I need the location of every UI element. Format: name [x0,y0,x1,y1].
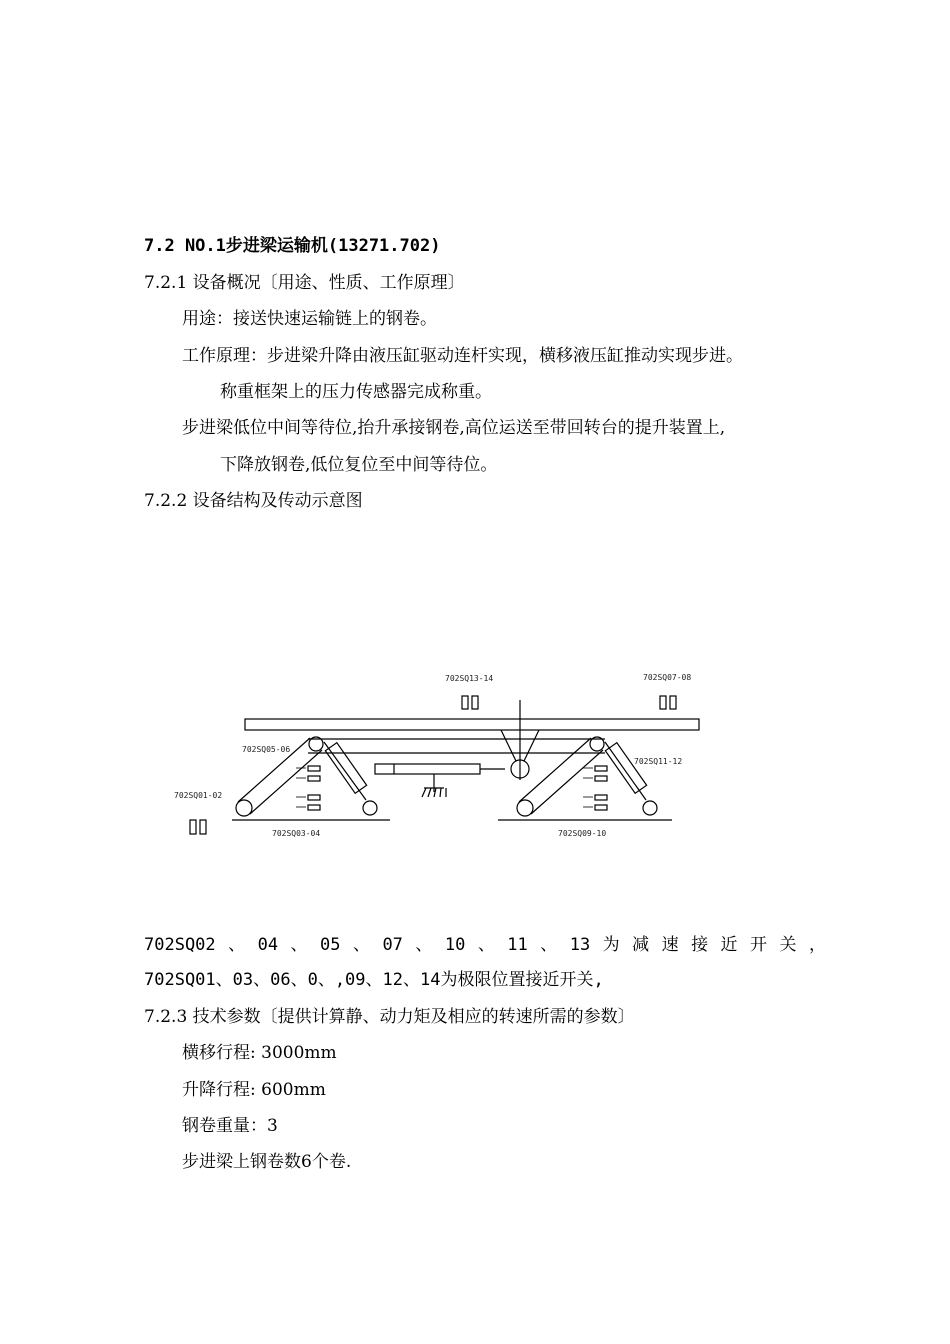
principle-text-1: 工作原理：步进梁升降由液压缸驱动连杆实现，横移液压缸推动实现步进。 [182,346,743,366]
label-sq13-14: 702SQ13-14 [445,674,494,683]
process-text-1: 步进梁低位中间等待位,抬升承接钢卷,高位运送至带回转台的提升装置上, [182,418,726,438]
walking-beam [245,719,699,730]
limit-switch-note: 702SQ01、03、06、0、,09、12、14为极限位置接近开关, [144,970,604,990]
equipment-diagram [160,660,720,850]
section-7-2-3-title: 7.2.3 技术参数〔提供计算静、动力矩及相应的转速所需的参数〕 [144,1007,635,1027]
usage-text: 用途：接送快速运输链上的钢卷。 [182,309,437,329]
param-lift: 升降行程: 600mm [182,1080,326,1100]
decel-switch-note: 702SQ02 、 04 、 05 、 07 、 10 、 11 、 13 为 减 速 接 近 开 关 ， [144,935,826,955]
label-sq03-04: 702SQ03-04 [272,829,321,838]
section-7-2-1-title: 7.2.1 设备概况〔用途、性质、工作原理〕 [144,273,465,293]
label-sq05-06: 702SQ05-06 [242,745,291,754]
label-sq11-12: 702SQ11-12 [634,757,683,766]
label-sq01-02: 702SQ01-02 [174,791,223,800]
section-7-2-2-title: 7.2.2 设备结构及传动示意图 [144,491,363,511]
param-traverse: 横移行程: 3000mm [182,1043,337,1063]
process-text-2: 下降放钢卷,低位复位至中间等待位。 [220,455,498,475]
label-sq07-08: 702SQ07-08 [643,673,692,682]
param-coil-count: 步进梁上钢卷数6个卷. [182,1152,352,1172]
param-coil-weight: 钢卷重量：3 [182,1116,278,1136]
section-heading: 7.2 NO.1步进梁运输机(13271.702) [144,236,441,256]
principle-text-2: 称重框架上的压力传感器完成称重。 [220,382,492,402]
label-sq09-10: 702SQ09-10 [558,829,607,838]
